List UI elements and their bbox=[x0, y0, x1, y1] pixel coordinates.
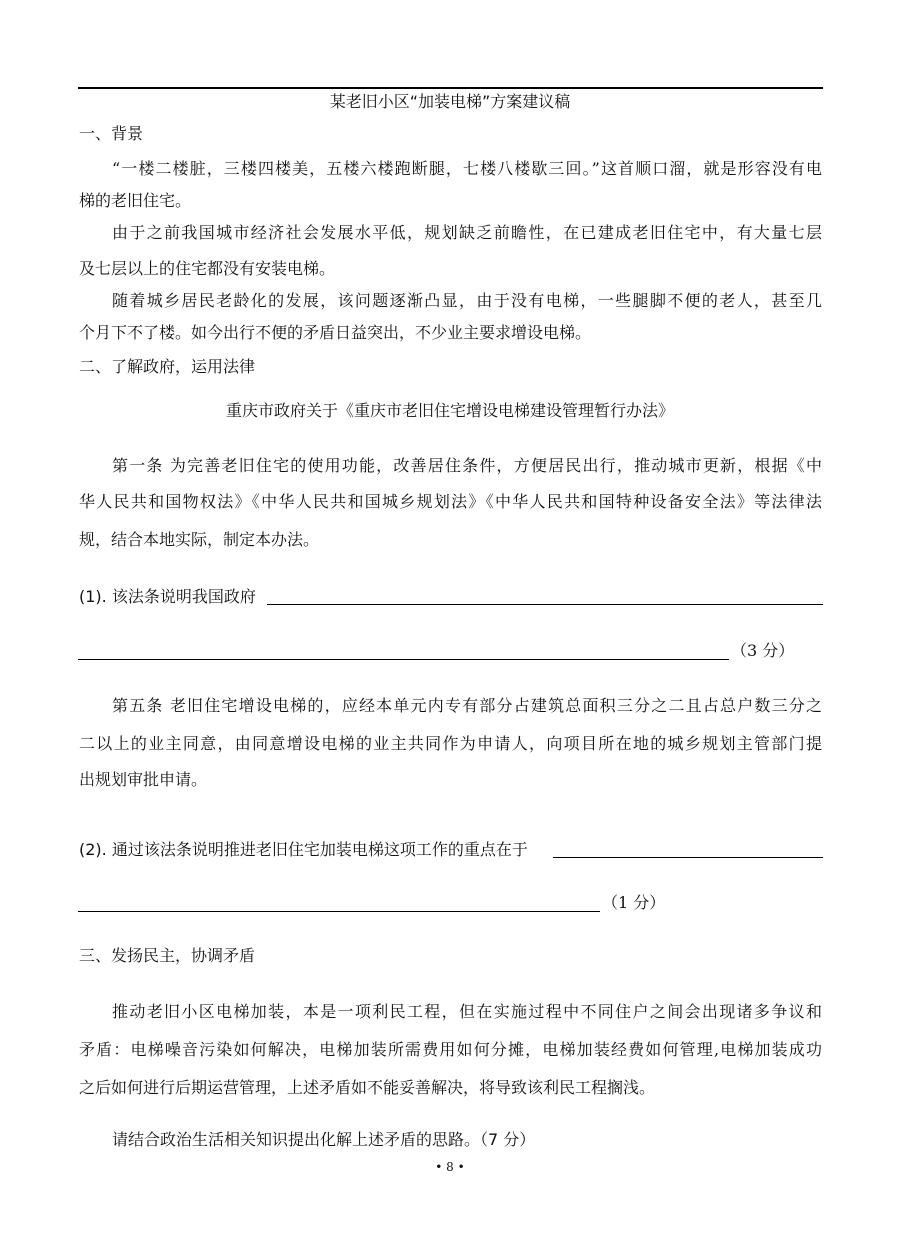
paragraph-line: “一楼二楼脏，三楼四楼美，五楼六楼跑断腿，七楼八楼歇三回。”这首顺口溜，就是形容没有电 bbox=[112, 159, 822, 178]
paragraph-line: 及七层以上的住宅都没有安装电梯。 bbox=[79, 259, 336, 278]
section1-heading: 一、背景 bbox=[79, 124, 144, 143]
paragraph-line: 二以上的业主同意，由同意增设电梯的业主共同作为申请人，向项目所在地的城乡规划主管部门提 bbox=[79, 734, 822, 753]
question-1-prompt: (1). 该法条说明我国政府 bbox=[79, 587, 256, 606]
question-3: 请结合政治生活相关知识提出化解上述矛盾的思路。（7 分） bbox=[112, 1130, 536, 1149]
paragraph-line: 第五条 老旧住宅增设电梯的，应经本单元内专有部分占建筑总面积三分之二且占总户数三分之 bbox=[112, 696, 822, 715]
answer-blank-2b[interactable] bbox=[78, 911, 600, 912]
paragraph-line: 华人民共和国物权法》《中华人民共和国城乡规划法》《中华人民共和国特种设备安全法》等法律法 bbox=[79, 492, 822, 511]
answer-blank-1a[interactable] bbox=[267, 604, 823, 605]
paragraph-line: 随着城乡居民老龄化的发展，该问题逐渐凸显，由于没有电梯，一些腿脚不便的老人，甚至几 bbox=[112, 291, 822, 310]
paragraph-line: 规，结合本地实际，制定本办法。 bbox=[79, 530, 320, 549]
section3-heading: 三、发扬民主，协调矛盾 bbox=[79, 946, 256, 965]
law-title: 重庆市政府关于《重庆市老旧住宅增设电梯建设管理暂行办法》 bbox=[225, 401, 674, 420]
question-2-score: （1 分） bbox=[602, 893, 666, 912]
paragraph-line: 梯的老旧住宅。 bbox=[79, 191, 192, 210]
paragraph-line: 推动老旧小区电梯加装，本是一项利民工程，但在实施过程中不同住户之间会出现诸多争议和 bbox=[112, 1002, 822, 1021]
paragraph-line: 由于之前我国城市经济社会发展水平低，规划缺乏前瞻性，在已建成老旧住宅中，有大量七层 bbox=[112, 223, 822, 242]
answer-blank-1b[interactable] bbox=[78, 659, 729, 660]
answer-blank-2a[interactable] bbox=[553, 857, 823, 858]
paragraph-line: 出规划审批申请。 bbox=[79, 770, 208, 789]
header-rule bbox=[78, 87, 823, 89]
paragraph-line: 矛盾：电梯噪音污染如何解决，电梯加装所需费用如何分摊，电梯加装经费如何管理,电梯加装成功 bbox=[79, 1040, 822, 1059]
question-1-score: （3 分） bbox=[731, 641, 795, 660]
page-number: • 8 • bbox=[435, 1160, 465, 1174]
document-title: 某老旧小区“加装电梯”方案建议稿 bbox=[329, 92, 571, 111]
section2-heading: 二、了解政府，运用法律 bbox=[79, 357, 256, 376]
paragraph-line: 之后如何进行后期运营管理，上述矛盾如不能妥善解决，将导致该利民工程搁浅。 bbox=[79, 1078, 656, 1097]
question-2-prompt: (2). 通过该法条说明推进老旧住宅加装电梯这项工作的重点在于 bbox=[79, 840, 528, 859]
paragraph-line: 第一条 为完善老旧住宅的使用功能，改善居住条件，方便居民出行，推动城市更新，根据《中 bbox=[112, 456, 822, 475]
paragraph-line: 个月下不了楼。如今出行不便的矛盾日益突出，不少业主要求增设电梯。 bbox=[79, 323, 592, 342]
